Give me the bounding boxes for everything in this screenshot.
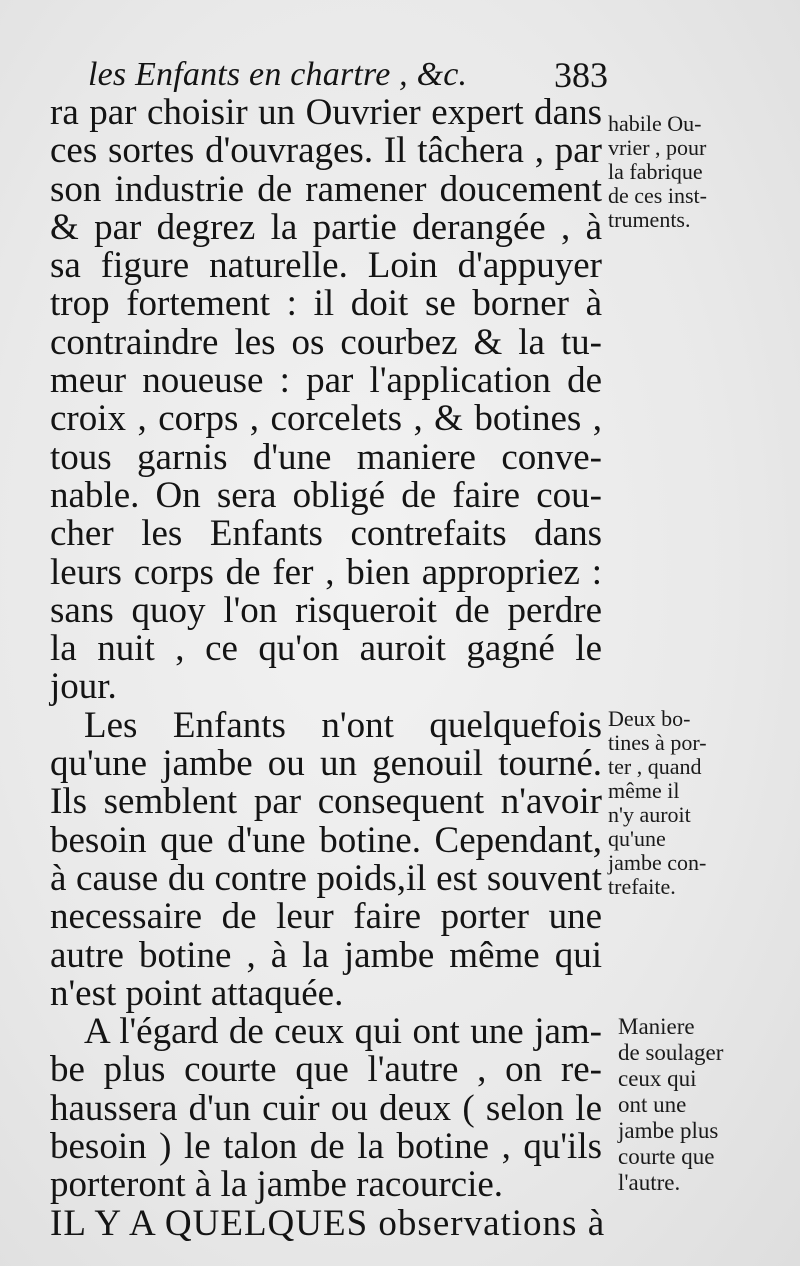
- text-line: necessaire de leur faire porter une: [50, 896, 602, 938]
- margin-note-line: l'autre.: [618, 1170, 681, 1195]
- text-line: la nuit , ce qu'on auroit gagné le: [50, 628, 602, 670]
- text-line: Ils semblent par consequent n'avoir: [50, 781, 602, 823]
- text-line: porteront à la jambe racourcie.: [50, 1164, 504, 1206]
- margin-note-line: truments.: [608, 207, 691, 232]
- running-head: les Enfants en chartre , &c.: [88, 56, 468, 93]
- page-number: 383: [554, 55, 608, 95]
- paragraph-start-line: A l'égard de ceux qui ont une jam-: [84, 1011, 602, 1053]
- margin-note-line: ont une: [618, 1092, 687, 1117]
- margin-note-line: n'y auroit: [608, 802, 691, 827]
- margin-note-line: courte que: [618, 1144, 715, 1169]
- margin-note-line: de soulager: [618, 1040, 724, 1065]
- margin-note-line: Maniere: [618, 1014, 695, 1039]
- catchword-line: IL Y A QUELQUES observations à: [50, 1202, 606, 1244]
- margin-note-craftsman: [608, 112, 707, 232]
- text-line: ces sortes d'ouvrages. Il tâchera , par: [50, 130, 602, 172]
- page-header: [88, 52, 608, 96]
- margin-note-line: même il: [608, 778, 680, 803]
- margin-note-line: jambe con-: [608, 850, 707, 875]
- text-line: autre botine , à la jambe même qui: [50, 934, 602, 976]
- margin-note-two-boots: [608, 707, 707, 899]
- text-line: besoin que d'une botine. Cependant,: [50, 819, 602, 861]
- margin-note-line: trefaite.: [608, 874, 676, 899]
- text-line: sa figure naturelle. Loin d'appuyer: [50, 245, 602, 287]
- text-line: n'est point attaquée.: [50, 972, 344, 1014]
- margin-note-line: ter , quand: [608, 754, 702, 779]
- margin-note-line: habile Ou-: [608, 111, 702, 136]
- text-line: meur noueuse : par l'application de: [50, 360, 602, 402]
- text-line: sans quoy l'on risqueroit de perdre: [50, 589, 602, 631]
- text-line: croix , corps , corcelets , & botines ,: [50, 398, 602, 440]
- margin-note-line: ceux qui: [618, 1066, 697, 1091]
- margin-note-line: qu'une: [608, 826, 666, 851]
- text-line: ra par choisir un Ouvrier expert dans: [50, 92, 602, 133]
- margin-note-line: tines à por-: [608, 730, 707, 755]
- text-line: contraindre les os courbez & la tu-: [50, 321, 602, 363]
- text-line: qu'une jambe ou un genouil tourné.: [50, 743, 602, 785]
- text-line: cher les Enfants contrefaits dans: [50, 513, 602, 555]
- margin-note-line: la fabrique: [608, 159, 703, 184]
- text-line: tous garnis d'une maniere conve-: [50, 436, 602, 478]
- text-line: jour.: [50, 666, 117, 708]
- margin-note-line: Deux bo-: [608, 706, 691, 731]
- text-line: leurs corps de fer , bien appropriez :: [50, 551, 602, 593]
- text-line: nable. On sera obligé de faire cou-: [50, 474, 602, 516]
- text-line: & par degrez la partie derangée , à: [50, 206, 602, 248]
- paragraph-start-line: Les Enfants n'ont quelquefois: [84, 704, 602, 746]
- text-line: à cause du contre poids,il est souvent: [50, 857, 602, 899]
- main-text-block: [50, 92, 606, 1244]
- text-line: be plus courte que l'autre , on re-: [50, 1049, 602, 1091]
- margin-note-line: jambe plus: [618, 1118, 719, 1143]
- text-line: trop fortement : il doit se borner à: [50, 283, 602, 325]
- text-line: besoin ) le talon de la botine , qu'ils: [50, 1126, 602, 1168]
- text-line: haussera d'un cuir ou deux ( selon le: [50, 1087, 602, 1129]
- margin-note-line: vrier , pour: [608, 135, 707, 160]
- text-line: son industrie de ramener doucement: [50, 168, 602, 210]
- margin-note-line: de ces inst-: [608, 183, 707, 208]
- margin-note-short-leg: [618, 1014, 723, 1196]
